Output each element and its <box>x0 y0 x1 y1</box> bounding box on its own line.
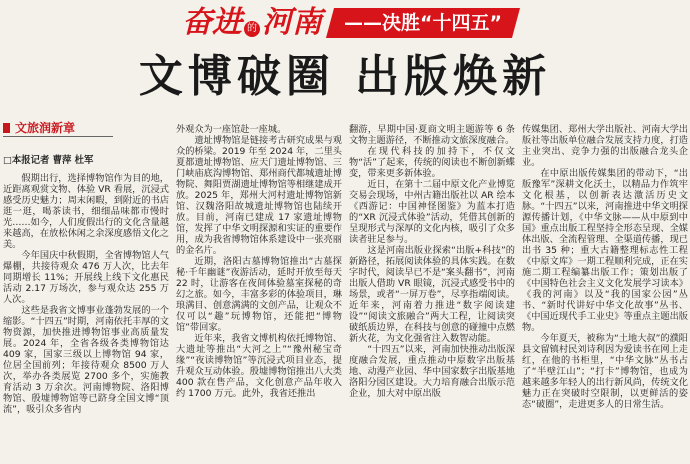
article-paragraph: 今年夏天，被称为“土地大叔”的濮阳县文留镇村民刘诗利因为爱读书在网上走红，在他的书柜里，“中华文脉”丛书占了“半壁江山”；“打卡”博物馆，也成为越来越多年轻人的出行新风尚，传统文化魅力正在突破时空限制，以更鲜活的姿态“破圈”，走进更多人的日常生活。 <box>522 333 688 410</box>
article-paragraph: “十四五”以来，河南加快推动出版深度融合发展，重点推动中原数字出版基地、动漫产业园、华中国家数字出版基地洛阳分园区建设。大力培育融合出版示范企业，加大对中原出版 <box>349 344 515 399</box>
article-paragraph: 近年来，我省文博机构依托博物馆、大遗址等推出“大河之上”“豫州秘宝奇缘”“夜读博物馆”等沉浸式项目业态，提升观众互动体验。殷墟博物馆推出八大类 400 款在售产品，文化创意产品年收入约 1700 万元。此外，我省还推出 <box>176 333 342 399</box>
article-headline: 文博破圈 出版焕新 <box>138 51 552 102</box>
section-label-text: 文旅润新章 <box>15 121 76 135</box>
article-paragraph: 今年国庆中秋假期，全省博物馆人气爆棚，共接待观众 476 万人次，比去年同期增长 11%；开展线上线下文化惠民活动 2.17 万场次，参与观众达 255 万人次。 <box>3 250 169 305</box>
article-paragraph: 这是河南出版业探索“出版+科技”的新路径，拓展阅读体验的具体实践。在数字时代，阅读早已不是“案头翻书”，河南出版人借助 VR 眼镜，沉浸式感受书中的场景，或者“一屏万卷”，尽享指端阅读。近年来，河南着力推进“数字阅读建设”“阅读文旅融合”两大工程，让阅读突破纸质边界，在科技与创意的碰撞中点燃新火花，为文化强省注入数智动能。 <box>349 245 515 344</box>
section-marker-icon <box>3 123 10 133</box>
banner-tagline: ——决胜“十四五” <box>344 12 502 34</box>
article-paragraph: 假期出行，选择博物馆作为目的地，近距离观赏文物、体验 VR 看展，沉浸式感受历史魅力；周末闲暇，到附近的书店逛一逛，喝茶读书，细细品味都市慢时光……如今，人们度假出行的文化含量越来越高，在放松休闲之余深度感悟文化之美。 <box>3 173 169 250</box>
article-paragraph: 近期，洛阳古墓博物馆推出“古墓探秘·千年幽谜”夜游活动，延时开放至每天 22 时，让游客在夜间体验墓室探秘的奇幻之旅。如今，丰富多彩的体验项目，琳琅满目、创意满满的文创产品，让观众不仅可以“趣”玩博物馆，还能把“博物馆”带回家。 <box>176 256 342 333</box>
banner-tagline-ribbon <box>326 8 520 38</box>
article-paragraph: 在中原出版传媒集团的带动下，“出版豫军”深耕文化沃土，以精品力作筑牢文化根基，以创新表达激活历史文脉。“十四五”以来，河南推进中华文明探源传播计划，《中华文脉——从中原到中国》重点出版工程坚持全形态呈现、全媒体出版、全流程管理、全渠道传播，现已出书 35 种；重大古籍整理标志性工程《中原文库》一期工程顺利完成，正在实施二期工程编纂出版工作；策划出版了《中国特色社会主义文化发展学习读本》《我的河南》以及“我的国家公园”丛书、“新时代讲好中华文化故事”丛书、《中国近现代手工业史》等重点主题出版物。 <box>522 168 688 333</box>
article-paragraph: 翻游，早期中国·夏商文明主题游等 6 条文物主题游径，不断推动文旅深度融合。 <box>349 124 515 146</box>
banner-word-henan: 河南 <box>262 5 322 40</box>
section-label <box>3 120 113 137</box>
article-paragraph: 在现代科技的加持下，不仅文物“活”了起来，传统的阅读也不断创新蝶变，带来更多新体验。 <box>349 146 515 179</box>
byline: □本报记者 曹萍 杜军 <box>3 155 94 166</box>
article-paragraph: 近日，在第十二届中原文化产业博览交易会现场，中州古籍出版社以 AR 绘本《西游记：中国神怪图鉴》为蓝本打造的“XR 沉浸式体验”活动，凭借其创新的呈现形式与深厚的文化内核，吸引了众多读者驻足参与。 <box>349 179 515 245</box>
article-column-1 <box>3 120 169 460</box>
article-paragraph: 外观众为一座馆赴一座城。 <box>176 124 287 135</box>
banner-connector-circle: 的 <box>244 21 260 37</box>
article-paragraph: 这些是我省文博事业蓬勃发展的一个缩影。“十四五”时期，河南依托丰厚的文物资源，加快推进博物馆事业高质量发展。2024 年，全省各级各类博物馆达 409 家，国家三级以上博物馆 94 家，位居全国前列；年接待观众 8500 万人次，举办各类展览 2700 多个，实施教育活动 3 万余次。河南博物院、洛阳博物馆、殷墟博物馆等已跻身全国文博“顶流”，吸引众多省内 <box>3 305 169 415</box>
banner-word-fenjin: 奋进 <box>182 5 242 40</box>
article-paragraph: 遗址博物馆是链接考古研究成果与观众的桥梁。2019 年至 2024 年，二里头夏都遗址博物馆、应天门遗址博物馆、三门峡庙底沟博物馆、郑州商代都城遗址博物院、舞阳贾湖遗址博物馆等相继建成开放。2025 年，郑州大河村遗址博物馆新馆、汉魏洛阳故城遗址博物馆也陆续开放。目前，河南已建成 17 家遗址博物馆，发挥了中华文明探源和实证的重要作用，成为我省博物馆体系建设中一张亮丽的金名片。 <box>176 135 342 256</box>
article-column-3 <box>349 124 515 460</box>
page-banner <box>182 4 516 42</box>
article-column-4 <box>522 124 688 460</box>
article-column-2 <box>176 124 342 460</box>
article-paragraph: 传媒集团、郑州大学出版社、河南大学出版社等出版单位融合发展支持力度，打造主业突出、竞争力强的出版融合龙头企业。 <box>522 124 688 168</box>
